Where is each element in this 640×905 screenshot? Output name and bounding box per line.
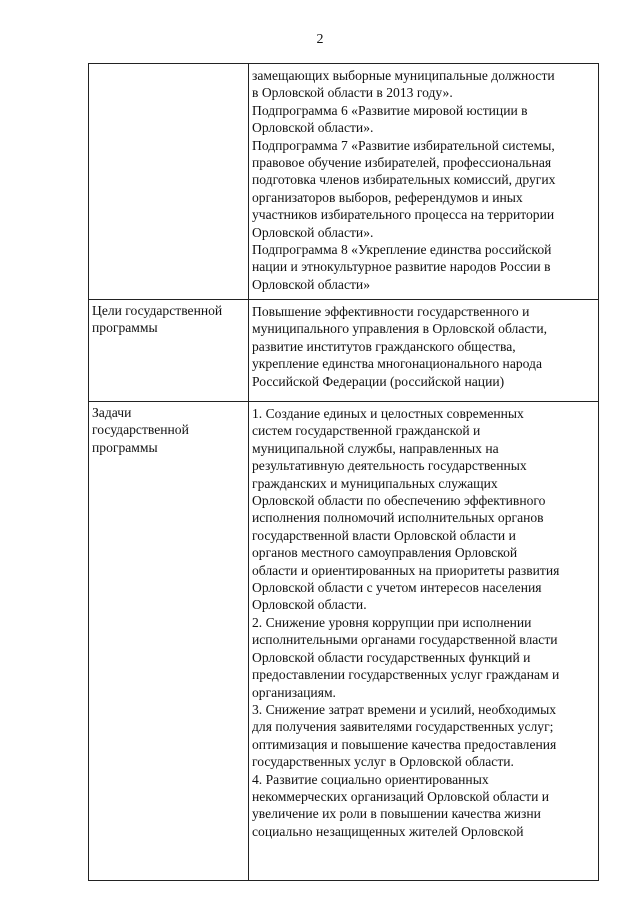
row-label-line: Задачи [92,405,132,420]
page-number: 2 [316,32,324,47]
row-label-cell [89,64,249,300]
text-line: государственной власти Орловской области и [252,527,516,543]
text-line: развитие институтов гражданского общества, [252,338,516,354]
row-content-cell [249,402,599,881]
row-label-line: Цели государственной [92,303,223,318]
text-line: исполнительными органами государственной власти [252,632,558,648]
text-line: 1. Создание единых и целостных современных [252,406,524,421]
table-row-tasks [89,402,599,881]
row-content-cell [249,300,599,402]
table-row-subprograms [89,64,599,300]
text-line: Орловской области с учетом интересов населения [252,580,542,596]
text-line: Подпрограмма 6 «Развитие мировой юстиции в [252,102,528,118]
text-line: исполнения полномочий исполнительных органов [252,510,544,526]
text-line: подготовка членов избирательных комиссий, других [252,172,556,188]
text-line: оптимизация и повышение качества предоставления [252,736,557,752]
text-line: предоставлении государственных услуг гражданам и [252,667,560,683]
text-line: результативную деятельность государственных [252,458,527,474]
row-label-line: программы [92,439,158,455]
text-line: 4. Развитие социально ориентированных [252,771,489,787]
text-line: укрепление единства многонационального народа [252,356,543,372]
text-line: правовое обучение избирателей, профессиональная [252,155,552,171]
text-line: Орловской области государственных функций и [252,649,531,665]
text-line: Подпрограмма 7 «Развитие избирательной системы, [252,137,555,153]
row-label-line: государственной [92,422,189,438]
text-line: 3. Снижение затрат времени и усилий, необходимых [252,701,557,717]
text-line: Орловской области. [252,597,367,613]
text-line: Орловской области». [252,120,374,136]
text-line: государственных услуг в Орловской области. [252,754,514,770]
text-line: организациям. [252,684,336,700]
text-line: участников избирательного процесса на территории [252,207,555,223]
text-line: некоммерческих организаций Орловской области и [252,788,550,804]
text-line: увеличение их роли в повышении качества жизни [252,806,541,822]
text-line: организаторов выборов, референдумов и иных [252,189,523,205]
text-line: замещающих выборные муниципальные должности [252,68,555,83]
text-line: Российской Федерации (российской нации) [252,373,505,389]
text-line: для получения заявителями государственных услуг; [252,719,554,735]
program-passport-table [88,63,599,881]
row-label-cell [89,402,249,881]
text-line: социально незащищенных жителей Орловской [252,823,524,839]
text-line: 2. Снижение уровня коррупции при исполнении [252,614,532,630]
text-line: Орловской области» [252,276,371,292]
text-line: систем государственной гражданской и [252,423,481,439]
row-label-line: программы [92,320,158,336]
row-content-cell [249,64,599,300]
text-line: Подпрограмма 8 «Укрепление единства российской [252,242,552,258]
text-line: муниципального управления в Орловской области, [252,321,547,337]
text-line: в Орловской области в 2013 году». [252,85,453,101]
text-line: нации и этнокультурное развитие народов России в [252,259,551,275]
table-row-goals [89,300,599,402]
text-line: Орловской области по обеспечению эффективного [252,493,546,509]
text-line: Орловской области». [252,224,374,240]
text-line: области и ориентированных на приоритеты развития [252,562,560,578]
text-line: органов местного самоуправления Орловской [252,545,518,561]
row-label-cell [89,300,249,402]
text-line: гражданских и муниципальных служащих [252,475,498,491]
text-line: Повышение эффективности государственного и [252,304,530,319]
text-line: муниципальной службы, направленных на [252,440,499,456]
